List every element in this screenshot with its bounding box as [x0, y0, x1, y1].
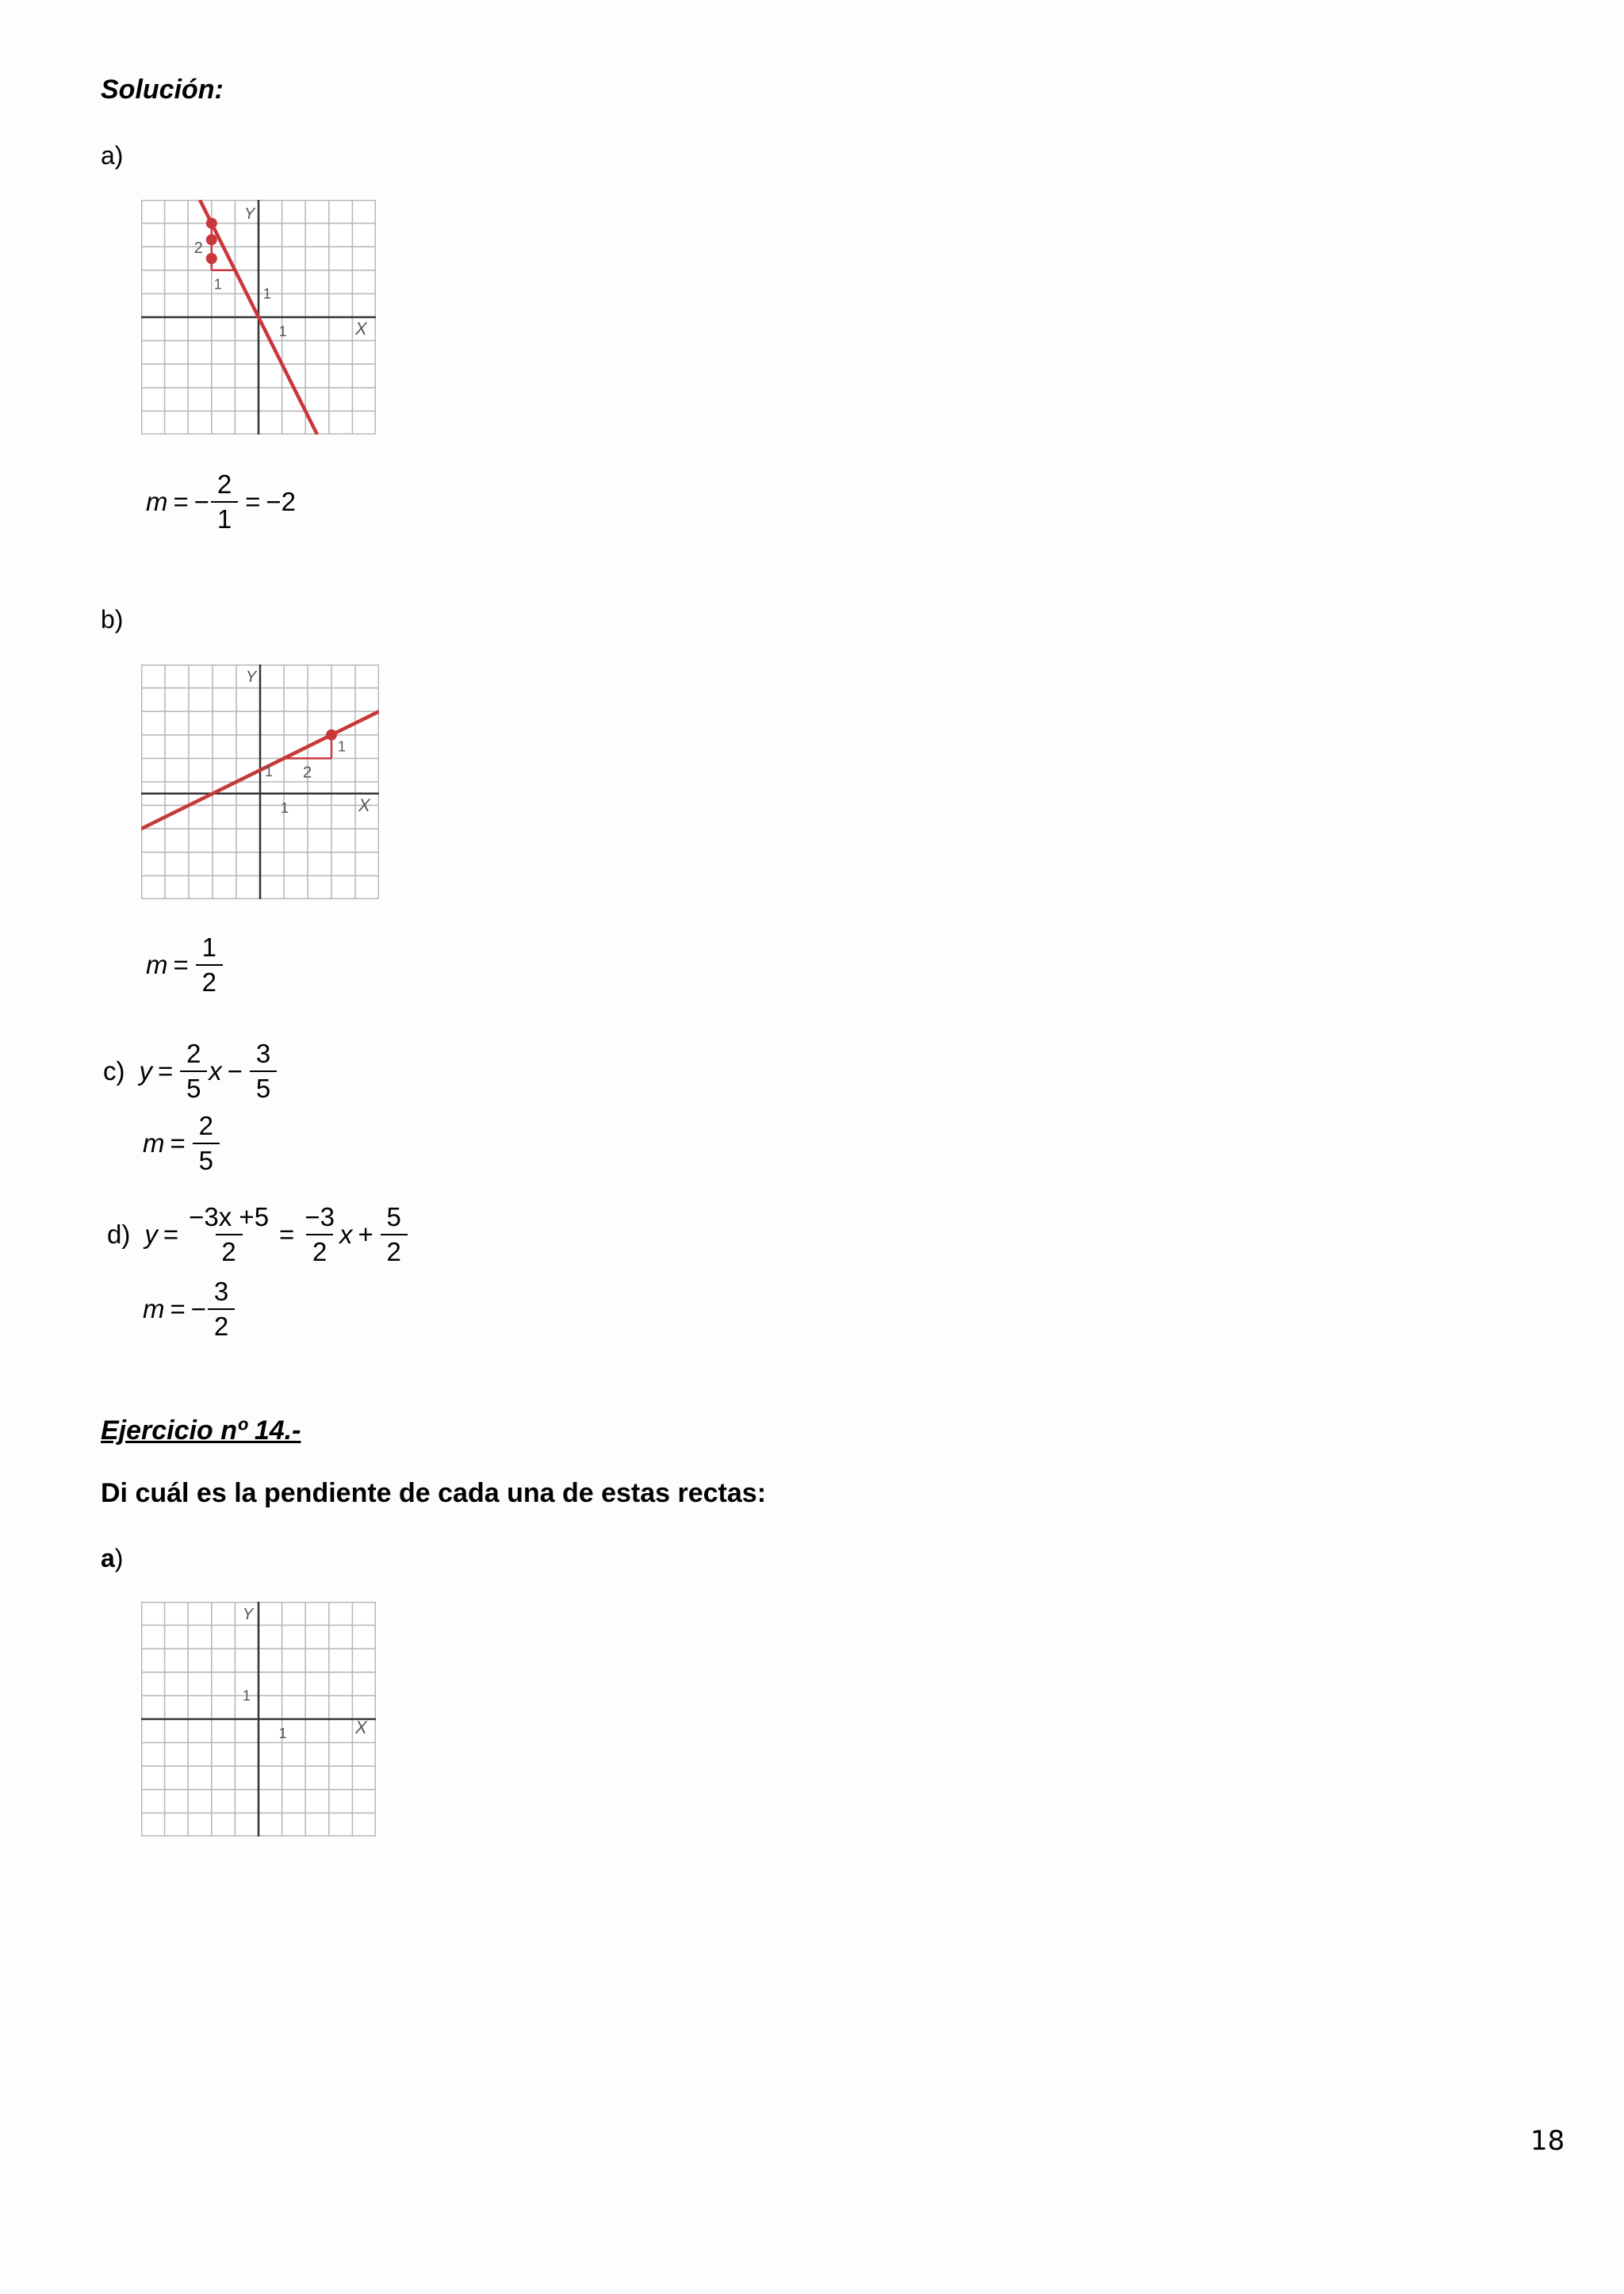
graph-b-label-1: 1 [338, 738, 347, 755]
slope-b-eq: = [173, 950, 189, 980]
graph-b-y-label: Y [246, 668, 257, 686]
equation-d-den3: 2 [381, 1234, 408, 1266]
equation-c-fraction-2 [250, 1040, 277, 1102]
equation-d-fraction-2 [301, 1204, 338, 1266]
slope-c-eq: = [170, 1128, 186, 1158]
slope-a-result: −2 [266, 487, 296, 517]
part-b-label: b) [101, 605, 124, 634]
slope-b-denominator: 2 [196, 964, 223, 997]
exercise-part-a-label [101, 1544, 123, 1573]
exercise-graph-label-1: 1 [243, 1687, 251, 1704]
equation-d-plus: + [358, 1220, 373, 1250]
equation-d-num3: 5 [386, 1202, 401, 1231]
equation-c-num2: 3 [255, 1039, 271, 1068]
graph-a-label-1: 1 [213, 276, 222, 293]
equation-c-var: y [139, 1056, 152, 1086]
equation-d-num1: −3x +5 [189, 1202, 270, 1231]
slope-b [146, 934, 224, 996]
part-c-label: c) [103, 1056, 125, 1086]
graph-b [141, 664, 379, 899]
slope-d [143, 1278, 236, 1340]
slope-b-var: m [146, 950, 168, 980]
equation-d-eq2: = [279, 1220, 295, 1250]
exercise-graph-y-label: Y [243, 1606, 254, 1623]
graph-a [141, 200, 376, 435]
slope-c-numerator: 2 [198, 1111, 213, 1140]
exercise-graph-x-label: X [355, 1718, 367, 1737]
equation-d-fraction-1 [186, 1204, 272, 1266]
graph-a-label-1b: 1 [262, 285, 271, 302]
equation-c-den2: 5 [250, 1070, 277, 1103]
part-a-label: a) [101, 141, 124, 170]
slope-a-eq: = [173, 487, 189, 517]
equation-d-den2: 2 [306, 1234, 333, 1266]
equation-c [103, 1040, 278, 1102]
graph-a-label-2: 2 [193, 239, 203, 258]
slope-d-sign: − [190, 1294, 207, 1324]
exercise-part-a-paren: ) [114, 1544, 124, 1572]
exercise-graph-label-1b: 1 [278, 1725, 287, 1741]
graph-b-label-2: 2 [303, 764, 312, 782]
equation-c-minus: − [227, 1056, 243, 1086]
part-d-label: d) [107, 1220, 131, 1250]
slope-d-fraction [208, 1278, 235, 1340]
slope-c-denominator: 5 [193, 1143, 220, 1175]
equation-c-x: x [209, 1056, 222, 1086]
graph-a-y-label: Y [244, 205, 255, 223]
graph-a-label-1c: 1 [278, 324, 287, 339]
equation-c-num1: 2 [186, 1039, 201, 1068]
equation-c-eq: = [158, 1056, 174, 1086]
graph-b-label-1c: 1 [281, 799, 289, 816]
slope-a-sign: − [193, 487, 210, 517]
slope-a-fraction [211, 471, 238, 533]
equation-d-num2: −3 [304, 1202, 335, 1231]
graph-b-label-1b: 1 [265, 764, 274, 780]
page-number: 18 [1530, 2125, 1565, 2157]
slope-a [146, 471, 296, 533]
equation-d-den1: 2 [216, 1234, 243, 1266]
graph-b-x-label: X [358, 795, 370, 815]
slope-b-fraction [196, 934, 223, 996]
slope-a-var: m [146, 487, 168, 517]
equation-c-den1: 5 [180, 1070, 207, 1103]
slope-d-denominator: 2 [208, 1308, 235, 1341]
slope-a-eq2: = [245, 487, 261, 517]
equation-d-eq: = [163, 1220, 179, 1250]
equation-c-fraction-1 [180, 1040, 207, 1102]
graph-b-point [326, 730, 337, 741]
equation-d-var: y [144, 1220, 158, 1250]
slope-c-var: m [143, 1128, 165, 1158]
exercise-graph [141, 1602, 376, 1836]
exercise-statement: Di cuál es la pendiente de cada una de estas rectas: [101, 1478, 767, 1508]
slope-d-eq: = [170, 1294, 186, 1324]
slope-d-var: m [143, 1294, 165, 1324]
exercise-part-a-letter: a [101, 1544, 115, 1572]
slope-d-numerator: 3 [213, 1277, 229, 1306]
equation-d-x: x [339, 1220, 353, 1250]
solution-heading: Solución: [101, 75, 224, 105]
exercise-title: Ejercicio nº 14.- [101, 1415, 301, 1446]
slope-c [143, 1113, 221, 1174]
slope-a-denominator: 1 [211, 501, 238, 534]
slope-b-numerator: 1 [201, 933, 216, 962]
slope-c-fraction [193, 1113, 220, 1174]
equation-d-fraction-3 [381, 1204, 408, 1266]
slope-a-numerator: 2 [216, 469, 232, 499]
equation-d [107, 1204, 409, 1266]
graph-a-x-label: X [355, 319, 367, 339]
